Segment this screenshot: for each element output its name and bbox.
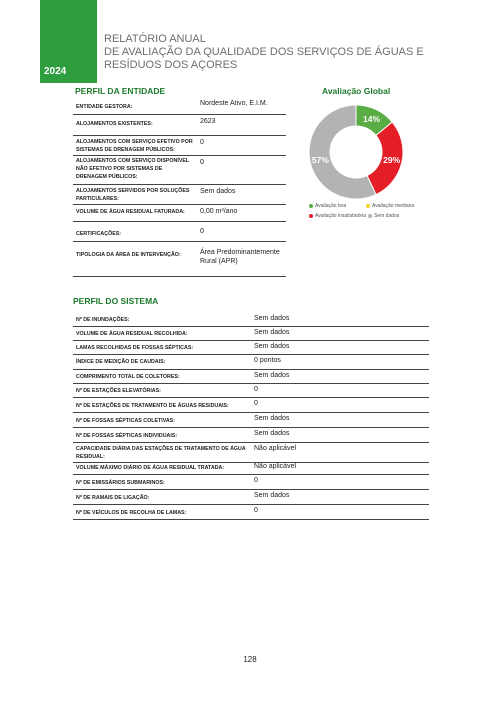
- system-row-label: COMPRIMENTO TOTAL DE COLETORES:: [76, 374, 180, 380]
- entity-section-title: PERFIL DA ENTIDADE: [75, 86, 166, 96]
- system-row-label: VOLUME DE ÁGUA RESIDUAL RECOLHIDA:: [76, 331, 188, 337]
- system-row-label: CAPACIDADE DIÁRIA DAS ESTAÇÕES DE TRATAMENTO DE ÁGUA RESIDUAL:: [76, 446, 246, 460]
- entity-row-label: TIPOLOGIA DA ÁREA DE INTERVENÇÃO:: [76, 252, 181, 258]
- system-row-label: Nº DE INUNDAÇÕES:: [76, 317, 130, 323]
- system-row-value: Sem dados: [254, 343, 290, 350]
- system-row: [73, 312, 429, 327]
- system-row: [73, 474, 429, 490]
- system-row-value: Sem dados: [254, 315, 290, 322]
- legend-label-nodata: Sem dados: [374, 213, 400, 219]
- system-row-label: ÍNDICE DE MEDIÇÃO DE CAUDAIS:: [76, 359, 166, 365]
- report-title-line-2: DE AVALIAÇÃO DA QUALIDADE DOS SERVIÇOS DE ÁGUAS E: [104, 46, 424, 58]
- system-row-value: 0: [254, 386, 258, 393]
- entity-row-value: 0: [200, 139, 204, 146]
- system-row-value: Sem dados: [254, 329, 290, 336]
- page-number: 128: [243, 655, 257, 664]
- legend-label-median: Avaliação mediana: [372, 203, 415, 209]
- slice-nodata-label: 57%: [311, 154, 329, 165]
- entity-row-value: 2623: [200, 118, 216, 125]
- entity-row-label: ALOJAMENTOS EXISTENTES:: [76, 121, 153, 127]
- system-row-label: Nº DE FOSSAS SÉPTICAS COLETIVAS:: [76, 418, 175, 424]
- system-section-title: PERFIL DO SISTEMA: [73, 296, 159, 306]
- chart-title: Avaliação Global: [322, 86, 391, 96]
- system-row: [73, 442, 429, 463]
- system-row: [73, 340, 429, 355]
- system-row-value: 0: [254, 507, 258, 514]
- slice-bad-label: 29%: [383, 154, 401, 165]
- system-row: [73, 369, 429, 384]
- slice-good-label: 14%: [363, 113, 381, 124]
- system-row-value: Sem dados: [254, 430, 290, 437]
- system-row-label: VOLUME MÁXIMO DIÁRIO DE ÁGUA RESIDUAL TRATADA:: [76, 465, 225, 471]
- system-row-label: Nº DE VEÍCULOS DE RECOLHA DE LAMAS:: [76, 510, 187, 516]
- legend-item-bad: [309, 213, 366, 219]
- system-row: [73, 397, 429, 413]
- system-row-value: Sem dados: [254, 492, 290, 499]
- entity-row-value: 0: [200, 159, 204, 166]
- system-row: [73, 326, 429, 341]
- legend-item-median: [366, 203, 414, 209]
- system-row-label: LAMAS RECOLHIDAS DE FOSSAS SÉPTICAS:: [76, 345, 194, 351]
- legend-swatch-nodata: [368, 214, 372, 218]
- system-row-value: Não aplicável: [254, 463, 297, 470]
- system-row-value: Sem dados: [254, 372, 290, 379]
- system-row-value: 0: [254, 477, 258, 484]
- system-row-label: Nº DE ESTAÇÕES ELEVATÓRIAS:: [76, 388, 161, 394]
- system-row: [73, 489, 429, 505]
- system-row-label: Nº DE EMISSÁRIOS SUBMARINOS:: [76, 480, 165, 486]
- legend-item-good: [309, 203, 346, 209]
- entity-row-value: 0,00 m³/ano: [200, 208, 238, 215]
- system-row: [73, 504, 429, 520]
- system-row: [73, 412, 429, 428]
- entity-row-value: Área Predominantemente Rural (APR): [200, 249, 280, 265]
- legend-label-good: Avaliação boa: [315, 203, 347, 209]
- system-row-label: Nº DE RAMAIS DE LIGAÇÃO:: [76, 495, 150, 501]
- legend-item-nodata: [368, 213, 399, 219]
- system-row-value: 0 pontos: [254, 357, 281, 364]
- system-row: [73, 427, 429, 443]
- entity-row-value: Sem dados: [200, 188, 236, 195]
- legend-swatch-good: [309, 204, 313, 208]
- system-row-label: Nº DE ESTAÇÕES DE TRATAMENTO DE ÁGUAS RESIDUAIS:: [76, 403, 229, 409]
- entity-row-label: VOLUME DE ÁGUA RESIDUAL FATURADA:: [76, 209, 185, 215]
- entity-row-label: ALOJAMENTOS COM SERVIÇO EFETIVO POR SISTEMAS DE DRENAGEM PÚBLICOS:: [76, 139, 193, 153]
- entity-row-label: ALOJAMENTOS COM SERVIÇO DISPONÍVEL NÃO EFETIVO POR SISTEMAS DE DRENAGEM PÚBLICOS:: [76, 158, 190, 180]
- entity-row-label: ALOJAMENTOS SERVIDOS POR SOLUÇÕES PARTICULARES:: [76, 188, 190, 202]
- report-title-line-3: RESÍDUOS DOS AÇORES: [104, 59, 238, 71]
- legend-label-bad: Avaliação insatisfatória: [315, 213, 367, 219]
- report-title-line-1: RELATÓRIO ANUAL: [104, 33, 206, 45]
- system-row-label: Nº DE FOSSAS SÉPTICAS INDIVIDUAIS:: [76, 433, 178, 439]
- entity-row-label: CERTIFICAÇÕES:: [76, 231, 122, 237]
- entity-row-value: 0: [200, 228, 204, 235]
- report-year: 2024: [44, 66, 67, 77]
- entity-row-label: ENTIDADE GESTORA:: [76, 104, 133, 110]
- system-row-value: Sem dados: [254, 415, 290, 422]
- system-row-value: Não aplicável: [254, 445, 297, 452]
- system-row-value: 0: [254, 400, 258, 407]
- system-row: [73, 354, 429, 370]
- entity-row-value: Nordeste Ativo, E.I.M.: [200, 100, 268, 107]
- system-row: [73, 383, 429, 398]
- legend-swatch-median: [366, 204, 370, 208]
- legend-swatch-bad: [309, 214, 313, 218]
